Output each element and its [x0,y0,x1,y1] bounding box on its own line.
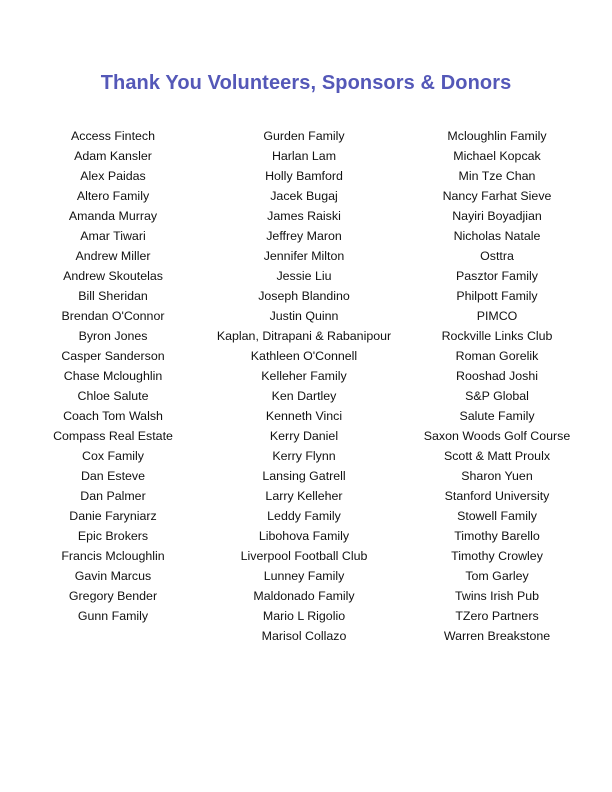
name-list-item: Gregory Bender [68,589,158,603]
name-list-item: Gunn Family [77,609,149,623]
name-list-item: Mcloughlin Family [447,129,547,143]
name-list-item: Andrew Skoutelas [63,269,163,283]
name-list-item: Marisol Collazo [261,629,347,643]
name-list-item: TZero Partners [455,609,539,623]
name-list-item: Libohova Family [258,529,350,543]
name-list-item: Twins Irish Pub [454,589,539,603]
page-title: Thank You Volunteers, Sponsors & Donors [100,72,512,94]
name-list-item: Kelleher Family [261,369,347,383]
name-list-item: Cox Family [82,449,144,463]
name-list-item: Jessie Liu [276,269,332,283]
name-list-item: Casper Sanderson [61,349,165,363]
name-list-item: Timothy Crowley [451,549,543,563]
name-list-item: Tom Garley [465,569,529,583]
name-list-item: Leddy Family [267,509,341,523]
name-list-item: Compass Real Estate [53,429,173,443]
name-list-item: Altero Family [76,189,150,203]
name-list-item: Larry Kelleher [265,489,343,503]
name-list-item: Justin Quinn [269,309,339,323]
name-list-item: Scott & Matt Proulx [443,449,551,463]
name-list-item: Stowell Family [457,509,537,523]
name-list-item: Nicholas Natale [453,229,541,243]
name-list-item: Lunney Family [263,569,345,583]
names-column-3 [407,126,587,646]
name-list-item: Kathleen O'Connell [250,349,358,363]
names-column-2 [204,126,404,646]
name-list-item: Jacek Bugaj [270,189,338,203]
name-list-item: Min Tze Chan [458,169,536,183]
name-list-item: Access Fintech [70,129,155,143]
name-list-item: Coach Tom Walsh [63,409,163,423]
name-list-item: Harlan Lam [271,149,337,163]
name-list-item: Holly Bamford [265,169,343,183]
name-list-item: Joseph Blandino [258,289,350,303]
name-list-item: Stanford University [444,489,550,503]
name-list-item: Brendan O'Connor [61,309,165,323]
name-list-item: S&P Global [465,389,529,403]
name-list-item: Chase Mcloughlin [63,369,163,383]
name-list-item: Nancy Farhat Sieve [442,189,552,203]
names-column-1 [23,126,203,626]
name-list-item: Chloe Salute [77,389,149,403]
name-list-item: Gavin Marcus [74,569,152,583]
name-list-item: Epic Brokers [77,529,149,543]
name-list-item: Saxon Woods Golf Course [423,429,571,443]
name-list-item: Rooshad Joshi [456,369,538,383]
name-list-item: Lansing Gatrell [262,469,346,483]
name-list-item: Sharon Yuen [461,469,533,483]
name-list-item: Dan Palmer [80,489,146,503]
name-list-item: Adam Kansler [74,149,152,163]
name-list-item: PIMCO [476,309,518,323]
name-list-item: Liverpool Football Club [240,549,368,563]
name-list-item: Maldonado Family [253,589,355,603]
name-list-item: Amar Tiwari [80,229,146,243]
name-list-item: Dan Esteve [80,469,146,483]
name-list-item: Kaplan, Ditrapani & Rabanipour [216,329,392,343]
name-list-item: Byron Jones [78,329,148,343]
name-list-item: Rockville Links Club [441,329,553,343]
name-list-item: Salute Family [459,409,535,423]
name-list-item: Amanda Murray [68,209,158,223]
name-list-item: James Raiski [267,209,341,223]
name-list-item: Osttra [480,249,514,263]
name-list-item: Gurden Family [263,129,345,143]
name-list-item: Jeffrey Maron [266,229,342,243]
name-list-item: Roman Gorelik [455,349,539,363]
name-list-item: Alex Paidas [80,169,146,183]
name-list-item: Nayiri Boyadjian [452,209,542,223]
name-list-item: Bill Sheridan [78,289,148,303]
name-list-item: Danie Faryniarz [69,509,157,523]
name-list-item: Kerry Flynn [272,449,336,463]
name-list-item: Pasztor Family [456,269,538,283]
name-list-item: Timothy Barello [454,529,540,543]
name-list-item: Michael Kopcak [453,149,541,163]
name-list-item: Andrew Miller [75,249,151,263]
name-list-item: Kenneth Vinci [265,409,343,423]
name-list-item: Kerry Daniel [269,429,339,443]
name-list-item: Philpott Family [456,289,538,303]
name-list-item: Ken Dartley [271,389,337,403]
name-list-item: Warren Breakstone [443,629,551,643]
name-list-item: Francis Mcloughlin [61,549,165,563]
name-list-item: Jennifer Milton [263,249,345,263]
name-list-item: Mario L Rigolio [262,609,346,623]
